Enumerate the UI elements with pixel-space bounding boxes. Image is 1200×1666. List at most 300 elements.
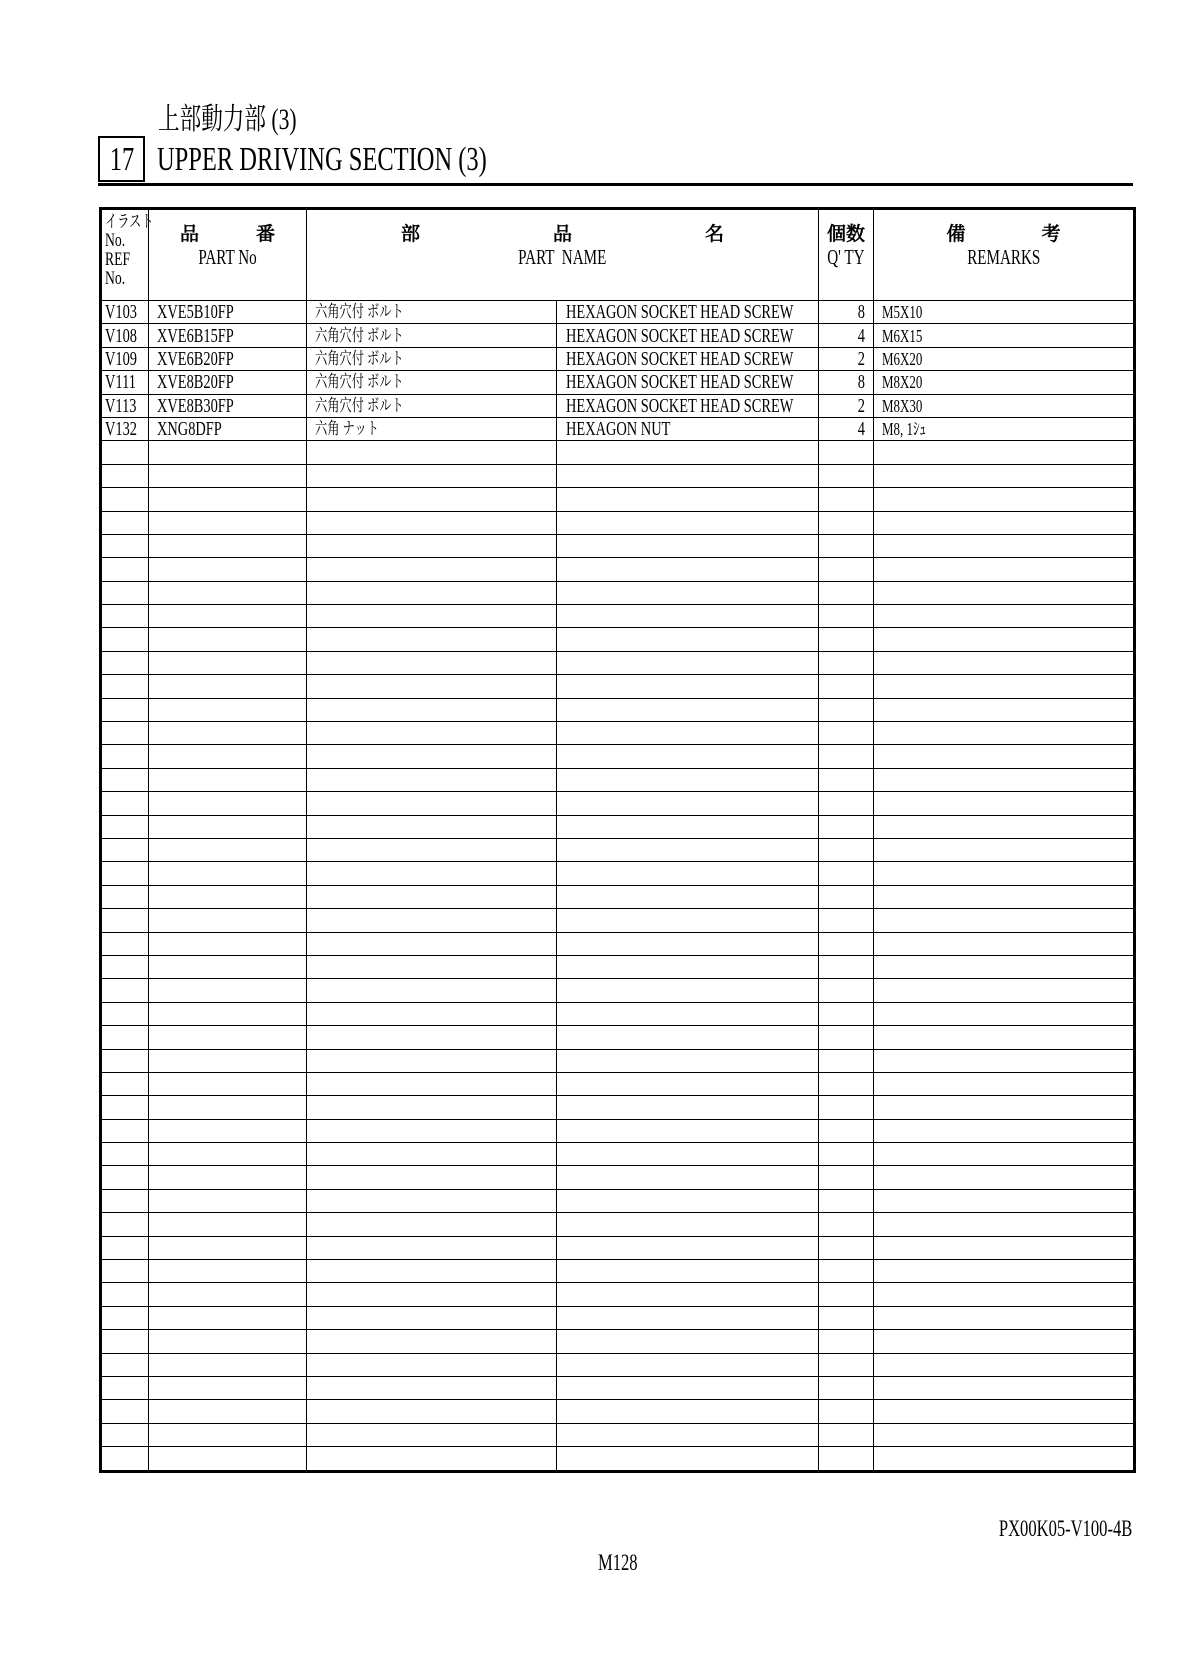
- part-name-en-cell: [557, 1049, 819, 1072]
- header-remarks: 備 考 REMARKS: [874, 209, 1135, 301]
- qty-cell: 8: [819, 371, 874, 394]
- empty-table-row: [101, 1283, 1135, 1306]
- part-name-en-cell: [557, 792, 819, 815]
- title-rule: [98, 183, 1133, 186]
- part-name-en-cell: [557, 815, 819, 838]
- part-no-cell: [149, 1096, 307, 1119]
- part-name-en-cell: [557, 675, 819, 698]
- qty-cell: [819, 628, 874, 651]
- empty-table-row: [101, 698, 1135, 721]
- remarks-cell: [874, 909, 1135, 932]
- empty-table-row: [101, 955, 1135, 978]
- qty-cell: [819, 885, 874, 908]
- remarks-cell: M5X10: [874, 301, 1135, 324]
- ref-no-cell: [101, 675, 149, 698]
- empty-table-row: [101, 1119, 1135, 1142]
- qty-cell: [819, 1072, 874, 1095]
- qty-cell: [819, 722, 874, 745]
- ref-no-cell: [101, 464, 149, 487]
- ref-no-cell: [101, 1400, 149, 1423]
- part-no-cell: [149, 628, 307, 651]
- qty-cell: [819, 1189, 874, 1212]
- part-name-en-cell: [557, 534, 819, 557]
- qty-cell: [819, 675, 874, 698]
- qty-cell: [819, 1447, 874, 1471]
- ref-no-cell: [101, 1213, 149, 1236]
- remarks-cell: [874, 1376, 1135, 1399]
- empty-table-row: [101, 792, 1135, 815]
- part-name-en-cell: [557, 1096, 819, 1119]
- empty-table-row: [101, 1002, 1135, 1025]
- ref-no-cell: [101, 628, 149, 651]
- part-name-en-cell: [557, 511, 819, 534]
- remarks-cell: [874, 651, 1135, 674]
- qty-cell: [819, 815, 874, 838]
- remarks-cell: M6X20: [874, 347, 1135, 370]
- part-name-jp-cell: [307, 1026, 557, 1049]
- remarks-cell: [874, 698, 1135, 721]
- remarks-cell: [874, 745, 1135, 768]
- part-name-jp-cell: [307, 1143, 557, 1166]
- part-name-jp-cell: 六角穴付 ボルト: [307, 324, 557, 347]
- part-name-en-cell: [557, 1260, 819, 1283]
- part-name-jp-cell: [307, 675, 557, 698]
- remarks-cell: [874, 932, 1135, 955]
- remarks-cell: [874, 1143, 1135, 1166]
- part-name-en-cell: HEXAGON SOCKET HEAD SCREW: [557, 301, 819, 324]
- qty-cell: [819, 1306, 874, 1329]
- part-name-en-cell: [557, 1400, 819, 1423]
- ref-no-cell: [101, 558, 149, 581]
- part-name-jp-cell: 六角穴付 ボルト: [307, 394, 557, 417]
- part-no-cell: [149, 885, 307, 908]
- part-name-jp-cell: [307, 698, 557, 721]
- ref-no-cell: [101, 768, 149, 791]
- part-no-cell: [149, 745, 307, 768]
- qty-cell: [819, 1260, 874, 1283]
- header-qty: 個数 Q' TY: [819, 209, 874, 301]
- part-name-en-cell: HEXAGON SOCKET HEAD SCREW: [557, 371, 819, 394]
- empty-table-row: [101, 838, 1135, 861]
- qty-cell: [819, 1376, 874, 1399]
- ref-no-cell: [101, 979, 149, 1002]
- remarks-cell: [874, 885, 1135, 908]
- header-ref-no: イラスト No. REF No.: [101, 209, 149, 301]
- part-name-en-cell: HEXAGON SOCKET HEAD SCREW: [557, 394, 819, 417]
- part-name-jp-cell: 六角 ナット: [307, 417, 557, 440]
- part-no-cell: XNG8DFP: [149, 417, 307, 440]
- part-no-cell: [149, 534, 307, 557]
- ref-no-cell: [101, 581, 149, 604]
- ref-no-cell: [101, 1376, 149, 1399]
- part-name-jp-cell: [307, 768, 557, 791]
- ref-no-cell: V111: [101, 371, 149, 394]
- remarks-cell: [874, 1447, 1135, 1471]
- part-name-en-cell: [557, 1353, 819, 1376]
- ref-no-cell: [101, 511, 149, 534]
- ref-no-cell: [101, 1189, 149, 1212]
- empty-table-row: [101, 1447, 1135, 1471]
- ref-no-cell: [101, 488, 149, 511]
- part-no-cell: [149, 464, 307, 487]
- ref-no-cell: [101, 792, 149, 815]
- part-no-cell: [149, 1119, 307, 1142]
- remarks-cell: [874, 534, 1135, 557]
- part-name-en-cell: [557, 605, 819, 628]
- part-no-cell: [149, 1236, 307, 1259]
- qty-cell: [819, 1143, 874, 1166]
- qty-cell: [819, 651, 874, 674]
- remarks-cell: [874, 1026, 1135, 1049]
- qty-cell: [819, 1213, 874, 1236]
- empty-table-row: [101, 722, 1135, 745]
- part-no-cell: [149, 955, 307, 978]
- part-name-en-cell: [557, 1119, 819, 1142]
- remarks-cell: [874, 1189, 1135, 1212]
- ref-no-cell: [101, 1072, 149, 1095]
- ref-no-cell: [101, 815, 149, 838]
- part-name-en-cell: [557, 1447, 819, 1471]
- empty-table-row: [101, 675, 1135, 698]
- remarks-cell: [874, 1049, 1135, 1072]
- part-no-cell: [149, 1189, 307, 1212]
- part-name-en-cell: [557, 581, 819, 604]
- ref-no-cell: [101, 862, 149, 885]
- qty-cell: [819, 1283, 874, 1306]
- empty-table-row: [101, 1189, 1135, 1212]
- remarks-cell: [874, 1236, 1135, 1259]
- qty-cell: [819, 1353, 874, 1376]
- part-name-jp-cell: [307, 1236, 557, 1259]
- part-no-cell: [149, 1166, 307, 1189]
- part-no-cell: XVE6B15FP: [149, 324, 307, 347]
- part-name-en-cell: [557, 651, 819, 674]
- ref-no-cell: [101, 651, 149, 674]
- remarks-cell: [874, 1119, 1135, 1142]
- table-row: [101, 394, 1135, 417]
- part-no-cell: [149, 1213, 307, 1236]
- part-name-en-cell: [557, 1213, 819, 1236]
- ref-no-cell: V108: [101, 324, 149, 347]
- qty-cell: [819, 1400, 874, 1423]
- ref-no-cell: [101, 1143, 149, 1166]
- remarks-cell: [874, 722, 1135, 745]
- part-name-en-cell: [557, 1283, 819, 1306]
- qty-cell: [819, 955, 874, 978]
- ref-no-cell: V113: [101, 394, 149, 417]
- part-no-cell: [149, 815, 307, 838]
- part-name-en-cell: [557, 558, 819, 581]
- part-no-cell: [149, 979, 307, 1002]
- remarks-cell: [874, 558, 1135, 581]
- title-japanese: 上部動力部 (3): [158, 103, 297, 136]
- empty-table-row: [101, 815, 1135, 838]
- remarks-cell: [874, 1353, 1135, 1376]
- qty-cell: [819, 768, 874, 791]
- ref-no-cell: V103: [101, 301, 149, 324]
- remarks-cell: M8, 1ｼｭ: [874, 417, 1135, 440]
- qty-cell: 2: [819, 347, 874, 370]
- part-name-en-cell: [557, 1306, 819, 1329]
- part-name-en-cell: [557, 1423, 819, 1446]
- part-no-cell: [149, 862, 307, 885]
- remarks-cell: [874, 488, 1135, 511]
- qty-cell: [819, 792, 874, 815]
- part-name-jp-cell: [307, 1376, 557, 1399]
- part-name-en-cell: [557, 1189, 819, 1212]
- qty-cell: [819, 862, 874, 885]
- part-no-cell: [149, 1026, 307, 1049]
- part-name-jp-cell: [307, 581, 557, 604]
- qty-cell: [819, 1002, 874, 1025]
- ref-no-cell: [101, 534, 149, 557]
- ref-no-cell: [101, 838, 149, 861]
- remarks-cell: M6X15: [874, 324, 1135, 347]
- part-name-jp-cell: [307, 1096, 557, 1119]
- qty-cell: [819, 1026, 874, 1049]
- empty-table-row: [101, 558, 1135, 581]
- part-name-jp-cell: [307, 605, 557, 628]
- qty-cell: [819, 488, 874, 511]
- part-no-cell: [149, 838, 307, 861]
- ref-no-cell: [101, 1447, 149, 1471]
- ref-no-cell: [101, 1049, 149, 1072]
- part-name-en-cell: HEXAGON NUT: [557, 417, 819, 440]
- parts-table: [99, 207, 1136, 1473]
- part-name-en-cell: [557, 722, 819, 745]
- part-name-jp-cell: [307, 464, 557, 487]
- part-name-en-cell: [557, 862, 819, 885]
- remarks-cell: M8X20: [874, 371, 1135, 394]
- part-name-jp-cell: 六角穴付 ボルト: [307, 371, 557, 394]
- ref-no-cell: [101, 441, 149, 464]
- part-no-cell: [149, 1376, 307, 1399]
- ref-no-cell: V132: [101, 417, 149, 440]
- header-part-no: 品 番 PART No: [149, 209, 307, 301]
- empty-table-row: [101, 534, 1135, 557]
- part-no-cell: [149, 1447, 307, 1471]
- empty-table-row: [101, 441, 1135, 464]
- part-no-cell: [149, 651, 307, 674]
- part-name-jp-cell: [307, 1002, 557, 1025]
- part-no-cell: XVE6B20FP: [149, 347, 307, 370]
- part-name-jp-cell: [307, 1260, 557, 1283]
- part-name-jp-cell: [307, 1119, 557, 1142]
- part-no-cell: [149, 1049, 307, 1072]
- part-no-cell: [149, 1330, 307, 1353]
- part-no-cell: [149, 511, 307, 534]
- ref-no-cell: [101, 1330, 149, 1353]
- part-name-en-cell: [557, 745, 819, 768]
- part-name-jp-cell: [307, 955, 557, 978]
- part-name-en-cell: [557, 464, 819, 487]
- qty-cell: [819, 605, 874, 628]
- part-name-jp-cell: 六角穴付 ボルト: [307, 301, 557, 324]
- qty-cell: [819, 581, 874, 604]
- remarks-cell: [874, 1002, 1135, 1025]
- ref-no-cell: [101, 605, 149, 628]
- part-name-jp-cell: [307, 862, 557, 885]
- section-number-box: 17: [98, 136, 145, 182]
- part-name-jp-cell: [307, 979, 557, 1002]
- part-name-jp-cell: [307, 651, 557, 674]
- table-row: [101, 417, 1135, 440]
- qty-cell: 2: [819, 394, 874, 417]
- part-name-jp-cell: [307, 745, 557, 768]
- remarks-cell: [874, 1166, 1135, 1189]
- table-row: [101, 324, 1135, 347]
- qty-cell: [819, 558, 874, 581]
- part-name-en-cell: [557, 885, 819, 908]
- qty-cell: [819, 1049, 874, 1072]
- ref-no-cell: [101, 1283, 149, 1306]
- part-name-jp-cell: [307, 909, 557, 932]
- part-name-en-cell: [557, 1376, 819, 1399]
- empty-table-row: [101, 1236, 1135, 1259]
- part-no-cell: [149, 441, 307, 464]
- part-name-jp-cell: [307, 1400, 557, 1423]
- empty-table-row: [101, 1166, 1135, 1189]
- part-name-jp-cell: [307, 1189, 557, 1212]
- part-name-en-cell: [557, 1072, 819, 1095]
- part-name-en-cell: [557, 909, 819, 932]
- remarks-cell: [874, 838, 1135, 861]
- remarks-cell: [874, 768, 1135, 791]
- part-no-cell: [149, 1260, 307, 1283]
- part-name-jp-cell: 六角穴付 ボルト: [307, 347, 557, 370]
- empty-table-row: [101, 1143, 1135, 1166]
- ref-no-cell: [101, 932, 149, 955]
- empty-table-row: [101, 885, 1135, 908]
- part-no-cell: XVE8B20FP: [149, 371, 307, 394]
- header-part-name: 部 品 名 PART NAME: [307, 209, 819, 301]
- empty-table-row: [101, 1353, 1135, 1376]
- ref-no-cell: [101, 698, 149, 721]
- part-no-cell: [149, 1002, 307, 1025]
- ref-no-cell: V109: [101, 347, 149, 370]
- remarks-cell: [874, 511, 1135, 534]
- part-name-jp-cell: [307, 932, 557, 955]
- part-name-jp-cell: [307, 441, 557, 464]
- empty-table-row: [101, 1376, 1135, 1399]
- remarks-cell: [874, 464, 1135, 487]
- remarks-cell: [874, 1260, 1135, 1283]
- part-no-cell: [149, 792, 307, 815]
- qty-cell: [819, 534, 874, 557]
- part-name-jp-cell: [307, 1306, 557, 1329]
- qty-cell: 4: [819, 324, 874, 347]
- empty-table-row: [101, 464, 1135, 487]
- remarks-cell: [874, 862, 1135, 885]
- qty-cell: 8: [819, 301, 874, 324]
- part-no-cell: [149, 488, 307, 511]
- ref-no-cell: [101, 1026, 149, 1049]
- empty-table-row: [101, 1306, 1135, 1329]
- remarks-cell: [874, 792, 1135, 815]
- remarks-cell: [874, 1213, 1135, 1236]
- part-name-jp-cell: [307, 1213, 557, 1236]
- remarks-cell: [874, 1306, 1135, 1329]
- empty-table-row: [101, 1026, 1135, 1049]
- table-row: [101, 347, 1135, 370]
- part-name-en-cell: [557, 932, 819, 955]
- ref-no-cell: [101, 885, 149, 908]
- ref-no-cell: [101, 745, 149, 768]
- part-no-cell: XVE5B10FP: [149, 301, 307, 324]
- part-name-en-cell: [557, 488, 819, 511]
- remarks-cell: [874, 979, 1135, 1002]
- part-name-en-cell: [557, 441, 819, 464]
- empty-table-row: [101, 1096, 1135, 1119]
- qty-cell: [819, 1166, 874, 1189]
- document-code: PX00K05-V100-4B: [998, 1516, 1132, 1541]
- part-name-en-cell: [557, 698, 819, 721]
- part-name-jp-cell: [307, 1353, 557, 1376]
- ref-no-cell: [101, 1423, 149, 1446]
- ref-no-cell: [101, 1002, 149, 1025]
- ref-no-cell: [101, 1353, 149, 1376]
- ref-no-cell: [101, 1119, 149, 1142]
- empty-table-row: [101, 488, 1135, 511]
- part-name-en-cell: [557, 1002, 819, 1025]
- remarks-cell: M8X30: [874, 394, 1135, 417]
- part-name-jp-cell: [307, 815, 557, 838]
- part-name-jp-cell: [307, 1447, 557, 1471]
- empty-table-row: [101, 1072, 1135, 1095]
- part-name-en-cell: [557, 1143, 819, 1166]
- part-no-cell: [149, 1400, 307, 1423]
- empty-table-row: [101, 628, 1135, 651]
- page-number: M128: [598, 1550, 638, 1575]
- empty-table-row: [101, 1400, 1135, 1423]
- part-name-jp-cell: [307, 628, 557, 651]
- ref-no-cell: [101, 955, 149, 978]
- qty-cell: [819, 932, 874, 955]
- part-no-cell: [149, 698, 307, 721]
- part-name-jp-cell: [307, 838, 557, 861]
- part-no-cell: [149, 1283, 307, 1306]
- remarks-cell: [874, 628, 1135, 651]
- empty-table-row: [101, 862, 1135, 885]
- table-header-row: [101, 209, 1135, 301]
- empty-table-row: [101, 1330, 1135, 1353]
- qty-cell: [819, 698, 874, 721]
- ref-no-cell: [101, 1260, 149, 1283]
- title-english: UPPER DRIVING SECTION (3): [157, 141, 487, 178]
- part-name-en-cell: [557, 1330, 819, 1353]
- part-name-jp-cell: [307, 511, 557, 534]
- part-no-cell: [149, 909, 307, 932]
- part-name-en-cell: [557, 1166, 819, 1189]
- part-name-en-cell: [557, 955, 819, 978]
- part-name-jp-cell: [307, 792, 557, 815]
- empty-table-row: [101, 651, 1135, 674]
- empty-table-row: [101, 979, 1135, 1002]
- qty-cell: [819, 1236, 874, 1259]
- part-name-en-cell: [557, 628, 819, 651]
- part-name-en-cell: [557, 979, 819, 1002]
- part-no-cell: [149, 768, 307, 791]
- empty-table-row: [101, 605, 1135, 628]
- part-name-en-cell: HEXAGON SOCKET HEAD SCREW: [557, 324, 819, 347]
- part-no-cell: [149, 581, 307, 604]
- part-no-cell: [149, 675, 307, 698]
- part-name-jp-cell: [307, 558, 557, 581]
- part-name-jp-cell: [307, 885, 557, 908]
- empty-table-row: [101, 1260, 1135, 1283]
- part-name-en-cell: HEXAGON SOCKET HEAD SCREW: [557, 347, 819, 370]
- ref-no-cell: [101, 1236, 149, 1259]
